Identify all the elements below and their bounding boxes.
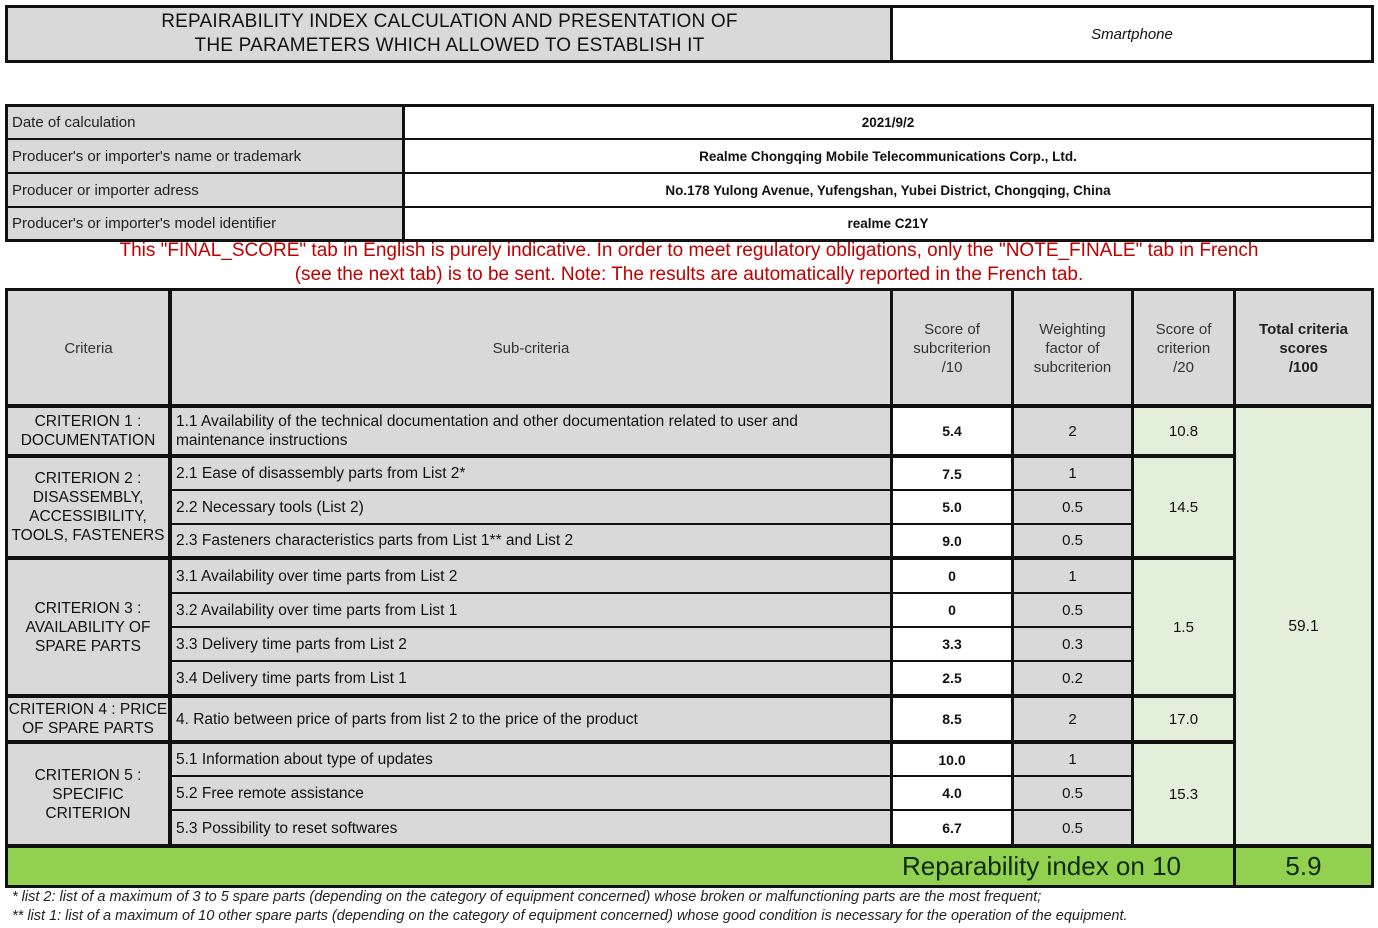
subcriterion-5-1-score: 10.0 (893, 744, 1011, 775)
info-value-model: realme C21Y (405, 208, 1371, 239)
subcriterion-3-4: 3.4 Delivery time parts from List 1 (172, 662, 890, 694)
subcriterion-3-3-weight: 0.3 (1014, 628, 1131, 660)
info-value-address: No.178 Yulong Avenue, Yufengshan, Yubei District, Chongqing, China (405, 174, 1371, 206)
subcriterion-3-3: 3.3 Delivery time parts from List 2 (172, 628, 890, 660)
product-category (893, 8, 1371, 60)
info-label-date: Date of calculation (8, 107, 402, 138)
subcriterion-2-1-weight: 1 (1014, 458, 1131, 489)
criterion-5-score: 15.3 (1134, 744, 1233, 845)
product-category-value: Smartphone (1091, 25, 1173, 43)
subcriterion-2-2-weight: 0.5 (1014, 491, 1131, 523)
reparability-index-value: 5.9 (1236, 848, 1371, 885)
subcriterion-5-3: 5.3 Possibility to reset softwares (172, 811, 890, 845)
subcriterion-3-3-score: 3.3 (893, 628, 1011, 660)
subcriterion-4: 4. Ratio between price of parts from list 2 to the price of the product (172, 698, 890, 740)
subcriterion-3-1-score: 0 (893, 560, 1011, 592)
regulatory-notice-line2: (see the next tab) is to be sent. Note: The results are automatically reported in the French tab. (294, 264, 1084, 285)
header-criteria: Criteria (8, 291, 169, 405)
total-criteria-score-value: 59.1 (1288, 617, 1319, 635)
subcriterion-3-4-weight: 0.2 (1014, 662, 1131, 694)
criterion-2-label: CRITERION 2 : DISASSEMBLY, ACCESSIBILITY, TOOLS, FASTENERS (8, 458, 168, 556)
header-weighting-factor: Weighting factor of subcriterion (1014, 291, 1131, 405)
subcriterion-2-2: 2.2 Necessary tools (List 2) (172, 491, 890, 523)
subcriterion-3-2: 3.2 Availability over time parts from List 1 (172, 594, 890, 626)
subcriterion-4-score: 8.5 (893, 698, 1011, 740)
subcriterion-3-2-weight: 0.5 (1014, 594, 1131, 626)
subcriterion-5-2-score: 4.0 (893, 777, 1011, 809)
info-value-producer-name: Realme Chongqing Mobile Telecommunications Corp., Ltd. (405, 140, 1371, 172)
subcriterion-2-1-score: 7.5 (893, 458, 1011, 489)
footnote-list-2: * list 2: list of a maximum of 3 to 5 spare parts (depending on the category of equipment concerned) whose broken or malfunctioning parts are the most frequent; (12, 889, 1042, 905)
info-label-model: Producer's or importer's model identifier (8, 208, 402, 239)
subcriterion-1-1-score: 5.4 (893, 408, 1011, 454)
regulatory-notice (0, 239, 1378, 289)
subcriterion-3-4-score: 2.5 (893, 662, 1011, 694)
criterion-4-score: 17.0 (1134, 698, 1233, 740)
criterion-1-score: 10.8 (1134, 408, 1233, 454)
subcriterion-1-1-weight: 2 (1014, 408, 1131, 454)
criterion-3-score: 1.5 (1134, 560, 1233, 694)
criterion-2-score: 14.5 (1134, 458, 1233, 556)
subcriterion-2-3-weight: 0.5 (1014, 525, 1131, 556)
subcriterion-5-1-weight: 1 (1014, 744, 1131, 775)
report-title (8, 8, 891, 60)
report-title-line2: THE PARAMETERS WHICH ALLOWED TO ESTABLISH IT (194, 35, 705, 56)
subcriterion-4-weight: 2 (1014, 698, 1131, 740)
header-score-criterion: Score of criterion /20 (1134, 291, 1233, 405)
subcriterion-5-3-score: 6.7 (893, 811, 1011, 845)
header-total-criteria: Total criteria scores /100 (1236, 291, 1371, 405)
subcriterion-5-2-weight: 0.5 (1014, 777, 1131, 809)
subcriterion-3-1: 3.1 Availability over time parts from List 2 (172, 560, 890, 592)
criterion-1-label: CRITERION 1 : DOCUMENTATION (8, 408, 168, 454)
footnote-list-1: ** list 1: list of a maximum of 10 other spare parts (depending on the category of equipment concerned) whose good condition is necessary for the operation of the equipment. (12, 908, 1128, 924)
reparability-index-label: Reparability index on 10 (8, 848, 1233, 885)
criterion-3-label: CRITERION 3 : AVAILABILITY OF SPARE PARTS (8, 560, 168, 694)
info-value-date: 2021/9/2 (405, 107, 1371, 138)
subcriterion-5-1: 5.1 Information about type of updates (172, 744, 890, 775)
subcriterion-2-3-score: 9.0 (893, 525, 1011, 556)
criterion-4-label: CRITERION 4 : PRICE OF SPARE PARTS (8, 698, 168, 740)
subcriterion-2-1: 2.1 Ease of disassembly parts from List 2* (172, 458, 890, 489)
subcriterion-3-2-score: 0 (893, 594, 1011, 626)
criterion-5-label: CRITERION 5 : SPECIFIC CRITERION (8, 744, 168, 845)
subcriterion-2-3: 2.3 Fasteners characteristics parts from List 1** and List 2 (172, 525, 890, 556)
report-title-line1: REPAIRABILITY INDEX CALCULATION AND PRESENTATION OF (161, 11, 738, 32)
info-label-producer-name: Producer's or importer's name or trademark (8, 140, 402, 172)
subcriterion-1-1: 1.1 Availability of the technical documentation and other documentation related to user and maintenance instructions (172, 408, 890, 454)
info-label-address: Producer or importer adress (8, 174, 402, 206)
header-score-subcriterion: Score of subcriterion /10 (893, 291, 1011, 405)
subcriterion-3-1-weight: 1 (1014, 560, 1131, 592)
subcriterion-5-3-weight: 0.5 (1014, 811, 1131, 845)
total-criteria-score (1236, 408, 1371, 845)
regulatory-notice-line1: This "FINAL_SCORE" tab in English is purely indicative. In order to meet regulatory obligations, only the "NOTE_FINALE" tab in French (119, 240, 1259, 261)
subcriterion-2-2-score: 5.0 (893, 491, 1011, 523)
subcriterion-5-2: 5.2 Free remote assistance (172, 777, 890, 809)
header-subcriteria: Sub-criteria (172, 291, 890, 405)
